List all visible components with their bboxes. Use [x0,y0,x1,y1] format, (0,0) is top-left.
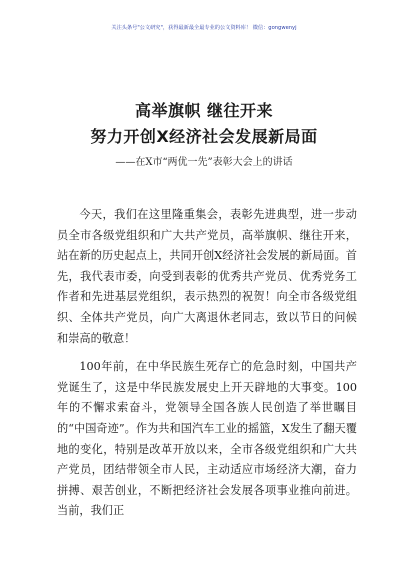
body-text [57,205,357,522]
paragraph-1: 今天，我们在这里隆重集会，表彰先进典型，进一步动员全市各级党组织和广大共产党员，高举旗帜、继往开来，站在新的历史起点上，共同开创X经济社会发展的新局面。首先，我代表市委，向受到表彰的优秀共产党员、优秀党务工作者和先进基层党组织，表示热烈的祝贺！向全市各级党组织、全体共产党员，向广大离退休老同志，致以节日的问候和崇高的敬意！ [57,208,357,345]
title-line-1: 高举旗帜 继往开来 [134,101,274,120]
subtitle: ——在X市“两优一先”表彰大会上的讲话 [115,157,293,168]
paragraph-2: 100年前，在中华民族生死存亡的危急时刻，中国共产党诞生了，这是中华民族发展史上开天辟地的大事变。100年的不懈求索奋斗，党领导全国各族人民创造了举世瞩目的“中国奇迹”。作为共和国汽车工业的摇篮，X发生了翻天覆地的变化，特别是改革开放以来，全市各级党组织和广大共产党员，团结带领全市人民，主动适应市场经济大潮，奋力拼搏、艰苦创业，不断把经济社会发展各项事业推向前进。当前，我们正 [57,360,357,518]
title-line-2: 努力开创X经济社会发展新局面 [90,127,318,146]
promo-banner: 关注头条号"公文研究"，获得最新最全最专业的公文资料库！ 微信：gongwenyj [111,25,297,31]
